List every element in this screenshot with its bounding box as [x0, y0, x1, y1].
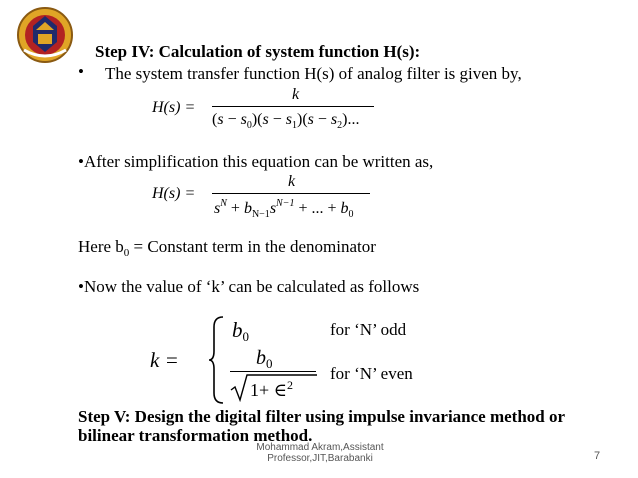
page-number: 7 — [594, 450, 601, 462]
eq1-fraction-bar — [212, 106, 374, 107]
eq3-case2-numerator: $b_0$ — [256, 347, 273, 371]
eq1-lhs: H(s) = — [152, 99, 196, 116]
bullet-2-text: •After simplification this equation can be written as, — [78, 152, 434, 171]
eq3-fraction-bar — [230, 371, 316, 372]
eq1-denominator: $(s - s_0)(s - s_1)(s - s_2)$... — [212, 111, 360, 131]
constant-term-note: Here $b_0$ = Constant term in the denominator — [78, 237, 376, 259]
bullet-3-text: •Now the value of ‘k’ can be calculated as follows — [78, 277, 420, 296]
step-v-line-2: bilinear transformation method. — [78, 426, 313, 445]
bullet-marker: • — [78, 62, 84, 81]
eq3-lhs: k = — [150, 348, 179, 372]
eq2-fraction-bar — [212, 193, 370, 194]
footer-line-2: Professor,JIT,Barabanki — [267, 453, 373, 464]
footer-author — [238, 442, 402, 464]
footer-line-1: Mohammad Akram,Assistant — [256, 442, 384, 453]
case1-condition: for ‘N’ odd — [330, 320, 407, 339]
eq1-numerator: k — [292, 86, 300, 103]
eq2-denominator: $s^N + b_{N-1}s^{N-1}$ + ... + $b_0$ — [214, 198, 354, 220]
eq3-case2-denominator: 1+ ∈$^2$ — [250, 378, 293, 400]
eq2-numerator: k — [288, 173, 296, 190]
eq2-lhs: H(s) = — [152, 185, 196, 202]
step-iv-title: Step IV: Calculation of system function H(s): — [95, 42, 421, 61]
eq3-case1-value: $b_0$ — [232, 318, 249, 344]
step-v-line-1: Step V: Design the digital filter using impulse invariance method or — [78, 407, 566, 426]
bullet-1-text: The system transfer function H(s) of analog filter is given by, — [105, 64, 522, 83]
case2-condition: for ‘N’ even — [330, 364, 413, 383]
piecewise-brace — [208, 315, 228, 410]
college-crest-logo — [16, 6, 74, 64]
